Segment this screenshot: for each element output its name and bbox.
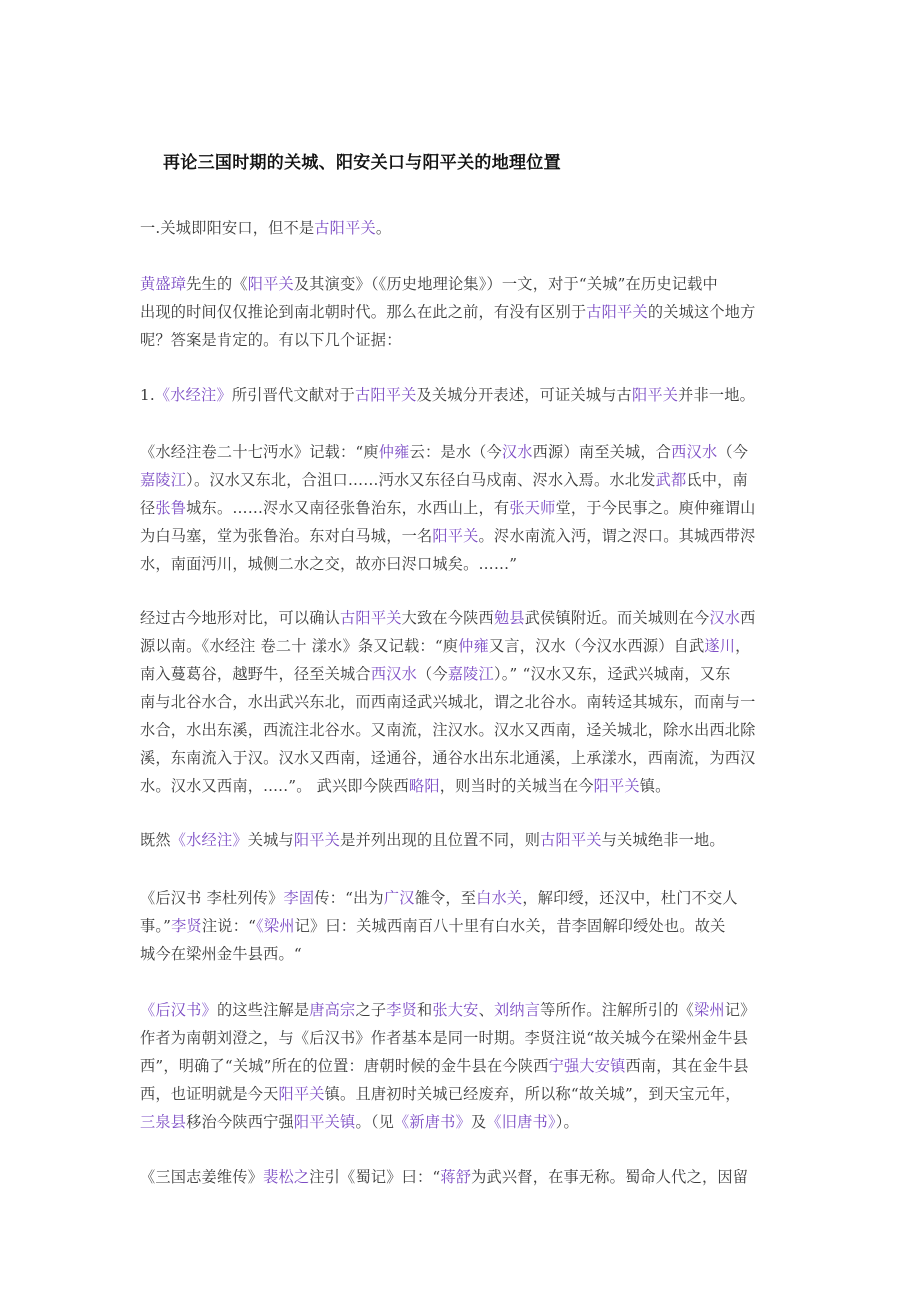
hyperlink-term[interactable]: 《梁州 (256, 917, 295, 935)
text-segment: 是并列出现的且位置不同，则 (340, 831, 541, 849)
hyperlink-term[interactable]: 张鲁 (155, 499, 187, 517)
hyperlink-term[interactable]: 三泉县 (140, 1113, 187, 1131)
text-segment: 等所作。注解所引的《 (540, 1001, 694, 1019)
text-line (140, 996, 785, 1024)
text-line (140, 326, 785, 354)
text-segment: 《后汉书 李杜列传》 (140, 889, 284, 907)
text-segment: 注引《蜀记》曰：“ (309, 1168, 441, 1186)
text-line (140, 1108, 785, 1136)
hyperlink-term[interactable]: 阳平关 (278, 1085, 325, 1103)
text-segment: 经过古今地形对比，可以确认 (140, 609, 341, 627)
text-segment: 水，南面沔川，城侧二水之交，故亦曰浕口城矣。……” (140, 555, 518, 573)
text-segment: 南入蔓葛谷，越野牛，径至关城合 (140, 665, 371, 683)
hyperlink-term[interactable]: 白水关 (476, 889, 523, 907)
text-line (140, 1163, 785, 1191)
text-segment: 并非一地。 (678, 386, 756, 404)
text-line (140, 744, 785, 772)
text-segment: 作者为南朝刘澄之，与《后汉书》作者基本是同一时期。李贤注说“故关城今在梁州金牛县 (140, 1029, 749, 1047)
text-segment: 事。” (140, 917, 172, 935)
text-line (140, 632, 785, 660)
text-segment: 西南，其在金牛县 (625, 1057, 749, 1075)
hyperlink-term[interactable]: 古阳平关 (354, 386, 417, 404)
text-segment: 氐中，南 (686, 471, 748, 489)
text-line (140, 494, 785, 522)
paragraph-terrain-comparison (140, 604, 785, 800)
text-segment: 的关城这个地方 (647, 303, 756, 321)
text-line (140, 270, 785, 298)
text-segment: 又言，汉水（今汉水西源）自武 (488, 637, 705, 655)
hyperlink-term[interactable]: 裴松之 (263, 1168, 310, 1186)
text-segment: 。 (375, 219, 392, 237)
text-segment: 一.关城即阳安口，但不是 (140, 219, 315, 237)
text-segment: 溪，东南流入于汉。汉水又西南，迳通谷，通谷水出东北通溪，上承漾水，西南流，为西汉 (140, 749, 756, 767)
text-segment: 及 (470, 1113, 487, 1131)
text-segment: ， (735, 637, 751, 655)
hyperlink-term[interactable]: 勉县 (493, 609, 525, 627)
text-segment: 。浕水南流入沔，谓之浕口。其城西带浕 (478, 527, 756, 545)
text-segment: 镇。 (639, 777, 671, 795)
text-segment: 为白马塞，堂为张鲁治。东对白马城，一名 (140, 527, 433, 545)
hyperlink-term[interactable]: 古阳平关 (340, 609, 402, 627)
text-segment: 城东。……浕水又南径张鲁治东，水西山上，有 (186, 499, 510, 517)
text-segment: 堂，于今民事之。庾仲雍谓山 (555, 499, 756, 517)
hyperlink-term[interactable]: 《旧唐书》 (486, 1113, 556, 1131)
text-segment: 径 (140, 499, 156, 517)
hyperlink-term[interactable]: 嘉陵江 (447, 665, 494, 683)
text-line (140, 466, 785, 494)
document-title: 再论三国时期的关城、阳安关口与阳平关的地理位置 (163, 153, 561, 173)
text-segment: 记》 (724, 1001, 756, 1019)
hyperlink-term[interactable]: 《新唐书》 (394, 1113, 471, 1131)
text-segment: 雒令，至 (414, 889, 477, 907)
text-segment: 南与北谷水合，水出武兴东北，而西南迳武兴城北，谓之北谷水。南转迳其城东，而南与一 (140, 693, 756, 711)
hyperlink-term[interactable]: 李固 (283, 889, 315, 907)
text-segment: 注说：“ (201, 917, 257, 935)
text-segment: ，解印绶，还汉中，杜门不交人 (522, 889, 738, 907)
text-line (140, 1024, 785, 1052)
hyperlink-term[interactable]: 张大安 (432, 1001, 479, 1019)
text-segment: 武侯镇附近。而关城则在今 (524, 609, 710, 627)
text-line (140, 716, 785, 744)
hyperlink-term[interactable]: 梁州 (694, 1001, 725, 1019)
text-segment: 1. (140, 386, 155, 404)
text-line (140, 214, 785, 242)
text-segment: ）。汉水又东北，合沮口……沔水又东径白马戍南、浕水入焉。水北发 (186, 471, 656, 489)
hyperlink-term[interactable]: 阳平关 (593, 777, 640, 795)
text-segment: 和 (417, 1001, 433, 1019)
hyperlink-term[interactable]: 宁强大安镇 (548, 1057, 626, 1075)
paragraph-jiangwei-zhuan (140, 1163, 785, 1191)
hyperlink-term[interactable]: 西汉水 (671, 443, 718, 461)
text-line (140, 826, 785, 854)
hyperlink-term[interactable]: 嘉陵江 (140, 471, 187, 489)
hyperlink-term[interactable]: 唐高宗 (309, 1001, 356, 1019)
text-segment: 与关城绝非一地。 (601, 831, 725, 849)
text-segment: ）。 (555, 1113, 579, 1131)
paragraph-hou-hanshu-ligu (140, 884, 785, 968)
hyperlink-term[interactable]: 蒋舒 (440, 1168, 472, 1186)
text-segment: 出现的时间仅仅推论到南北朝时代。那么在此之前，有没有区别于 (140, 303, 587, 321)
text-segment: 传：“出为 (314, 889, 384, 907)
hyperlink-term[interactable]: 遂川 (704, 637, 736, 655)
text-line (140, 298, 785, 326)
paragraph-section-heading (140, 214, 785, 242)
hyperlink-term[interactable]: 古阳平关 (586, 303, 648, 321)
text-segment: 既然 (140, 831, 171, 849)
hyperlink-term[interactable]: 阳平关 (293, 831, 341, 849)
text-segment: ，则当时的关城当在今 (439, 777, 594, 795)
text-line (140, 660, 785, 688)
hyperlink-term[interactable]: 汉水 (501, 443, 533, 461)
hyperlink-term[interactable]: 汉水 (709, 609, 741, 627)
text-line (140, 604, 785, 632)
text-segment: 关城与 (247, 831, 294, 849)
text-segment: 所引晋代文献对于 (231, 386, 355, 404)
text-segment: 西，也证明就是今天 (140, 1085, 279, 1103)
text-segment: 记》曰：关城西南百八十里有白水关，昔李固解印绶处也。故关 (294, 917, 726, 935)
hyperlink-term[interactable]: 《水经注》 (154, 386, 232, 404)
text-line (140, 688, 785, 716)
text-segment: 、 (478, 1001, 494, 1019)
hyperlink-term[interactable]: 张天师 (509, 499, 556, 517)
text-segment: 镇。且唐初时关城已经废弃，所以称“故关城”，到天宝元年， (324, 1085, 741, 1103)
paragraph-evidence-1 (140, 381, 785, 409)
text-segment: 的这些注解是 (216, 1001, 310, 1019)
text-line (140, 772, 785, 800)
hyperlink-term[interactable]: 《水经注》 (170, 831, 248, 849)
hyperlink-term[interactable]: 武都 (655, 471, 687, 489)
text-line (140, 550, 785, 578)
hyperlink-term[interactable]: 《后汉书》 (140, 1001, 217, 1019)
text-segment: 水合，水出东溪，西流注北谷水。又南流，注汉水。汉水又西南，迳关城北，除水出西北除 (140, 721, 756, 739)
text-segment: 及其演变》（《历史地理论集》）一文，对于“关城”在历史记载中 (293, 275, 718, 293)
text-segment: 西”，明确了“关城”所在的位置：唐朝时候的金牛县在今陕西 (140, 1057, 549, 1075)
hyperlink-term[interactable]: 阳平关 (432, 527, 479, 545)
text-line (140, 1080, 785, 1108)
text-segment: 。（见 (355, 1113, 395, 1131)
paragraph-annotation-authors (140, 996, 785, 1136)
text-segment: 西 (740, 609, 756, 627)
text-line (140, 438, 785, 466)
text-segment: 及关城分开表述，可证关城与古 (416, 386, 632, 404)
text-line (140, 884, 785, 912)
text-segment: 城今在梁州金牛县西。“ (140, 945, 302, 963)
text-segment: 《水经注卷二十七沔水》记载：“庾 (140, 443, 379, 461)
text-line (140, 1052, 785, 1080)
text-segment: 云：是水（今 (409, 443, 502, 461)
text-segment: 之子 (355, 1001, 387, 1019)
text-segment: （今 (717, 443, 749, 461)
paragraph-conclusion-1 (140, 826, 785, 854)
hyperlink-term[interactable]: 阳平关 (247, 275, 294, 293)
text-line (140, 912, 785, 940)
hyperlink-term[interactable]: 阳平关镇 (293, 1113, 356, 1131)
text-segment: 水。汉水又西南，.....”。 武兴即今陕西 (140, 777, 409, 795)
text-segment: 《三国志姜维传》 (140, 1168, 264, 1186)
text-segment: ）。” “汉水又东，迳武兴城南，又东 (493, 665, 731, 683)
hyperlink-term[interactable]: 阳平关 (631, 386, 679, 404)
hyperlink-term[interactable]: 广汉 (383, 889, 415, 907)
text-segment: （今 (416, 665, 448, 683)
hyperlink-term[interactable]: 仲雍 (378, 443, 410, 461)
hyperlink-term[interactable]: 略阳 (408, 777, 440, 795)
hyperlink-term[interactable]: 古阳平关 (314, 219, 376, 237)
text-segment: 大致在今陕西 (401, 609, 494, 627)
hyperlink-term[interactable]: 古阳平关 (540, 831, 602, 849)
text-segment: 为武兴督，在事无称。蜀命人代之，因留 (471, 1168, 749, 1186)
hyperlink-term[interactable]: 仲雍 (458, 637, 489, 655)
hyperlink-term[interactable]: 李贤 (171, 917, 202, 935)
text-segment: 源以南。《水经注 卷二十 漾水》条又记载：“庾 (140, 637, 459, 655)
text-line (140, 940, 785, 968)
paragraph-huang-shengzhang (140, 270, 785, 354)
hyperlink-term[interactable]: 黄盛璋 (140, 275, 187, 293)
hyperlink-term[interactable]: 李贤 (386, 1001, 417, 1019)
paragraph-shuijingzhu-mianshui (140, 438, 785, 578)
text-segment: 移治今陕西宁强 (186, 1113, 294, 1131)
text-line (140, 522, 785, 550)
text-segment: 呢？答案是肯定的。有以下几个证据： (140, 331, 402, 349)
hyperlink-term[interactable]: 西汉水 (370, 665, 417, 683)
text-line (140, 381, 785, 409)
text-segment: 先生的《 (186, 275, 248, 293)
text-segment: 西源）南至关城，合 (532, 443, 672, 461)
hyperlink-term[interactable]: 刘纳言 (493, 1001, 541, 1019)
